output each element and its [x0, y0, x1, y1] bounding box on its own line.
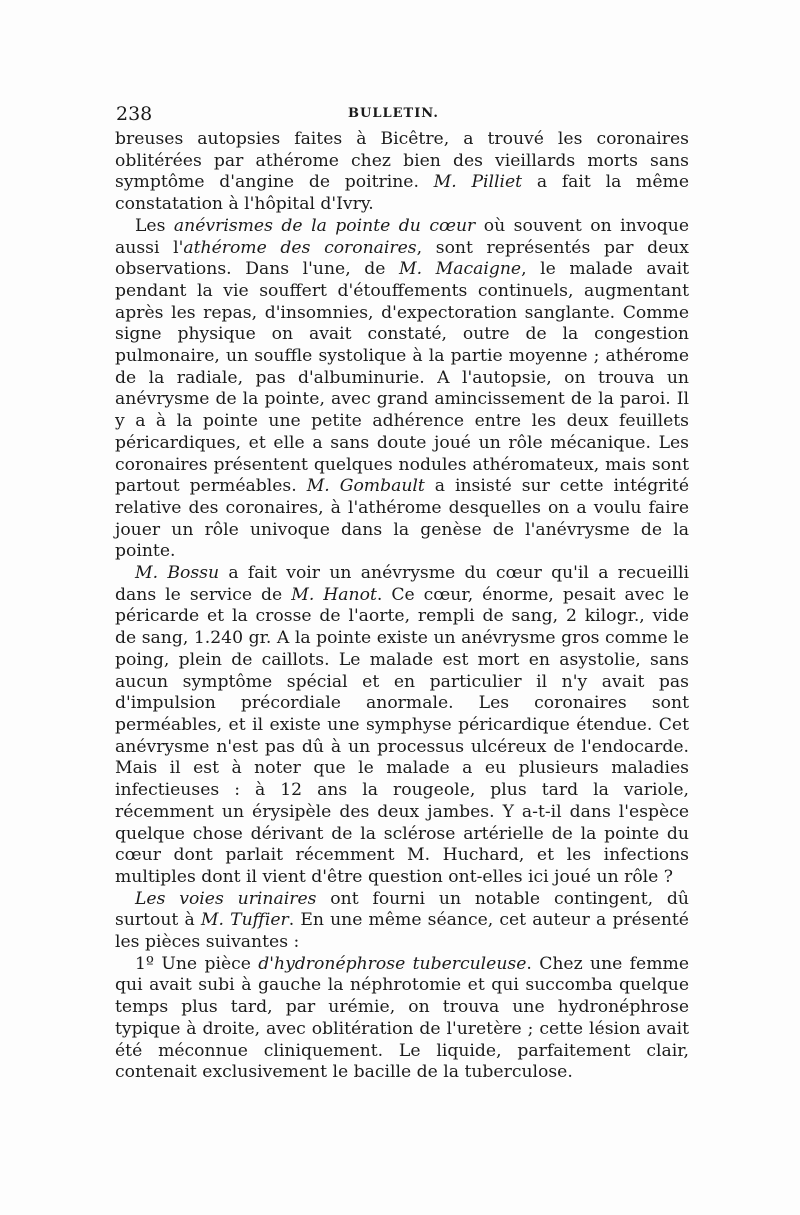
italic-text: anévrismes de la pointe du cœur: [173, 215, 476, 236]
paragraph-text: breuses autopsies faites à Bicêtre, a trouvé les coronaires oblitérées par athérome chez bien des vieillards morts sans symptôme d'angine de poitrine.: [115, 129, 689, 193]
page-header: [116, 103, 691, 125]
italic-text: M. Tuffier: [200, 910, 289, 931]
paragraph-text: Les: [135, 215, 174, 236]
paragraph-text: a fait voir un anévrysme du cœur qu'il a recueilli dans le service de: [115, 563, 689, 605]
italic-text: d'hydronéphrose tuberculeuse: [258, 953, 527, 974]
italic-text: Les voies urinaires: [135, 888, 317, 909]
paragraph-text: 1º Une pièce: [135, 953, 259, 974]
italic-text: M. Macaigne: [398, 259, 522, 280]
paragraph: [115, 563, 689, 889]
paragraph-text: où souvent on invoque aussi l': [115, 215, 690, 258]
italic-text: M. Hanot: [291, 584, 377, 605]
paragraph: [115, 216, 689, 563]
paragraph: [115, 954, 689, 1084]
running-title: BULLETIN.: [348, 106, 439, 121]
paragraph-text: . Ce cœur, énorme, pesait avec le péricarde et la crosse de l'aorte, rempli de sang, 2 kilogr., vide de sang, 1.240 gr. A la pointe existe un anévrysme gros comme le poing, plein de caillots. Le malade est mort en asystolie, sans aucun symptôme spécial et en particulier il n'y avait pas d'impulsion précordiale anormale. Les coronaires sont perméables, et il existe une symphyse péricardique étendue. Cet anévrysme n'est pas dû à un processus ulcéreux de l'endocarde. Mais il est à noter que le malade a eu plusieurs maladies infectieuses : à 12 ans la rougeole, plus tard la variole, récemment un érysipèle des deux jambes. Y a-t-il dans l'espèce quelque chose dérivant de la sclérose artérielle de la pointe du cœur dont parlait récemment M. Huchard, et les infections multiples dont il vient d'être question ont-elles ici joué un rôle ?: [115, 584, 689, 887]
paragraph-text: , le malade avait pendant la vie souffert d'étouffements continuels, augmentant après les repas, d'insomnies, d'expectoration sanglante. Comme signe physique on avait constaté, outre de la congestion pulmonaire, un souffle systolique à la partie moyenne ; athérome de la radiale, pas d'albuminurie. A l'autopsie, on trouva un anévrysme de la pointe, avec grand amincissement de la paroi. Il y a à la pointe une petite adhérence entre les deux feuillets péricardiques, et elle a sans doute joué un rôle mécanique. Les coronaires présentent quelques nodules athéromateux, mais sont partout perméables.: [115, 259, 689, 497]
italic-text: M. Bossu: [135, 563, 220, 584]
body-text: [115, 129, 689, 1084]
paragraph-text: , sont représentés par deux observations. Dans l'une, de: [115, 237, 690, 280]
paragraph-text: a insisté sur cette intégrité relative des coronaires, à l'athérome desquelles on a voulu faire jouer un rôle univoque dans la genèse de l'anévrysme de la pointe.: [115, 476, 689, 562]
italic-text: M. Pilliet: [433, 172, 523, 193]
paragraph-text: . En une même séance, cet auteur a présenté les pièces suivantes :: [115, 910, 689, 953]
paragraph-text: a fait la même constatation à l'hôpital d'Ivry.: [115, 172, 689, 215]
italic-text: M. Gombault: [306, 476, 425, 497]
paragraph-text: . Chez une femme qui avait subi à gauche la néphrotomie et qui succomba quelque temps plus tard, par urémie, on trouva une hydronéphrose typique à droite, avec oblitération de l'uretère ; cette lésion avait été méconnue cliniquement. Le liquide, parfaitement clair, contenait exclusivement le bacille de la tuberculose.: [115, 953, 689, 1083]
italic-text: athérome des coronaires: [183, 237, 417, 258]
paragraph: [115, 129, 689, 216]
page-number: 238: [116, 103, 153, 125]
paragraph: [115, 889, 689, 954]
paragraph-text: ont fourni un notable contingent, dû surtout à: [115, 888, 689, 931]
